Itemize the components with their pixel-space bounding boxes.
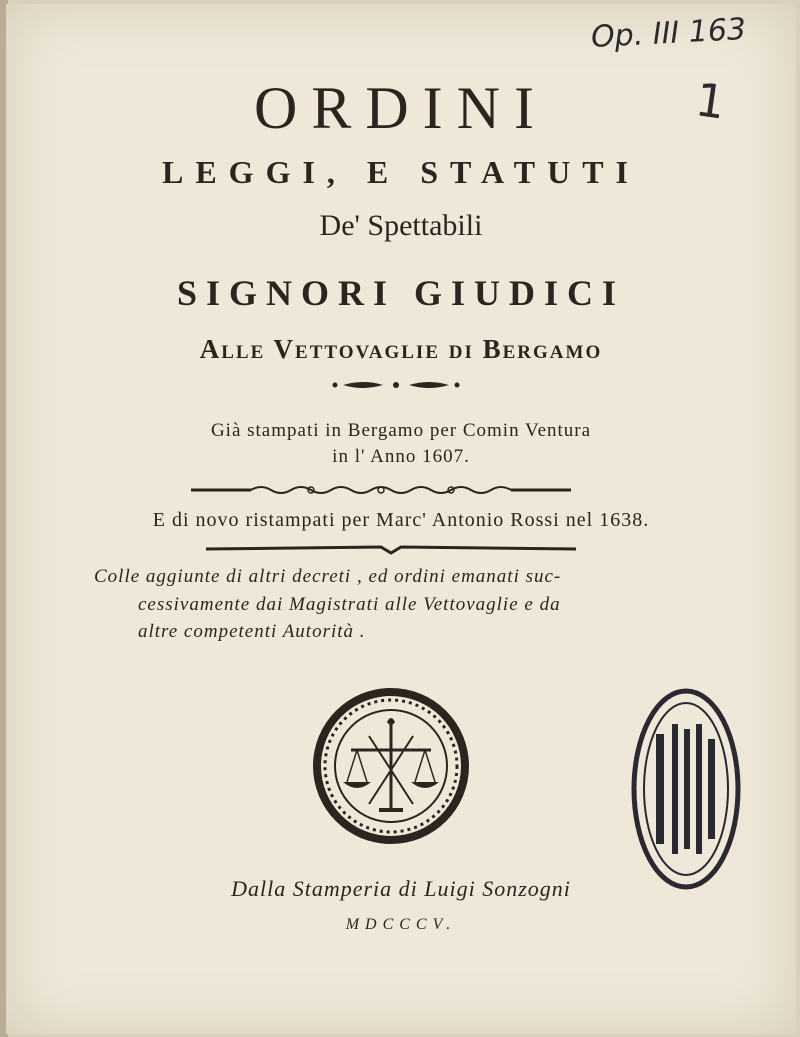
imprint-line-1: Già stampati in Bergamo per Comin Ventura bbox=[210, 420, 592, 441]
title-line-5: Alle Vettovaglie di Bergamo bbox=[199, 334, 603, 364]
decorative-rule bbox=[191, 482, 571, 498]
small-ornament bbox=[331, 378, 461, 392]
title-line-4: SIGNORI GIUDICI bbox=[176, 273, 626, 313]
printer-date: MDCCCV. bbox=[345, 916, 457, 933]
imprint-line-3: E di novo ristampati per Marc' Antonio Rossi nel 1638. bbox=[152, 509, 650, 531]
shelfmark-annotation: Op. III 163 bbox=[590, 11, 747, 56]
imprint-line-2: in l' Anno 1607. bbox=[332, 446, 470, 467]
additions-line-3: altre competenti Autorità . bbox=[138, 621, 366, 642]
title-line-2: LEGGI, E STATUTI bbox=[161, 154, 640, 190]
additions-line-1: Colle aggiunte di altri decreti , ed ordini emanati suc- bbox=[94, 566, 562, 587]
printer-line-1: Dalla Stamperia di Luigi Sonzogni bbox=[231, 876, 571, 901]
printer-seal-emblem bbox=[309, 684, 473, 848]
library-stamp bbox=[626, 684, 746, 894]
number-annotation: 1 bbox=[692, 72, 729, 130]
additions-line-2: cessivamente dai Magistrati alle Vettovaglie e da bbox=[138, 594, 561, 615]
title-line-1: ORDINI bbox=[254, 75, 548, 141]
title-page bbox=[6, 4, 796, 1034]
title-line-3: De' Spettabili bbox=[319, 209, 483, 242]
thin-rule bbox=[206, 542, 576, 556]
